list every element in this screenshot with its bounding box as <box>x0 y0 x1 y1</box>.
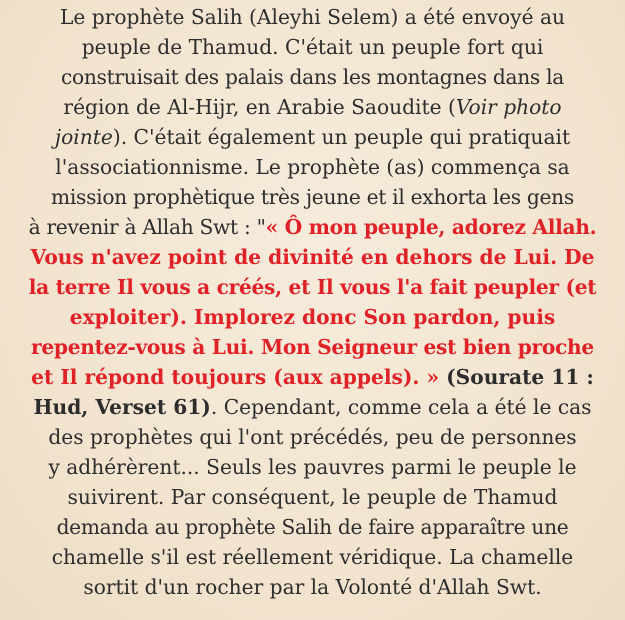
quran-quote: exploiter). Implorez donc Son pardon, puis <box>69 305 556 329</box>
verse-reference: (Sourate 11 : <box>439 365 594 389</box>
text-line: demanda au prophète Salih de faire apparaître une <box>56 515 569 539</box>
quran-quote: repentez-vous à Lui. Mon Seigneur est bien proche <box>31 335 594 359</box>
quran-quote: « Ô mon peuple, adorez Allah. <box>265 215 597 239</box>
text-line: à revenir à Allah Swt : "« Ô mon peuple, adorez Allah. <box>28 215 597 239</box>
verse-reference: Hud, Verset 61) <box>33 395 211 419</box>
text-line: y adhérèrent... Seuls les pauvres parmi le peuple le <box>48 455 577 479</box>
text-line <box>4 332 621 362</box>
text-line: l'associationnisme. Le prophète (as) commença sa <box>55 155 570 179</box>
text-line: peuple de Thamud. C'était un peuple fort qui <box>81 35 544 59</box>
text-line: des prophètes qui l'ont précédés, peu de personnes <box>48 425 577 449</box>
quran-quote: Vous n'avez point de divinité en dehors de Lui. De <box>30 245 595 269</box>
quran-quote: la terre Il vous a créés, et Il vous l'a fait peupler (et <box>28 275 597 299</box>
text-line: suivirent. Par conséquent, le peuple de Thamud <box>67 485 558 509</box>
text-line: Hud, Verset 61). Cependant, comme cela a été le cas <box>33 395 592 419</box>
text-line: région de Al-Hijr, en Arabie Saoudite (Voir photo <box>63 95 562 119</box>
quran-quote: et Il répond toujours (aux appels). » <box>31 365 440 389</box>
article-text <box>4 2 621 602</box>
text-line: mission prophètique très jeune et il exhorta les gens <box>51 185 574 209</box>
text-line <box>4 362 621 392</box>
text-line: Le prophète Salih (Aleyhi Selem) a été envoyé au <box>60 5 565 29</box>
text-line <box>4 302 621 332</box>
text-line: construisait des palais dans les montagnes dans la <box>61 65 564 89</box>
italic-note: jointe <box>54 125 113 149</box>
text-line: jointe). C'était également un peuple qui pratiquait <box>54 125 571 149</box>
text-line <box>4 242 621 272</box>
text-line: chamelle s'il est réellement véridique. La chamelle <box>51 545 574 569</box>
text-line <box>4 272 621 302</box>
text-line: sortit d'un rocher par la Volonté d'Allah Swt. <box>83 575 542 599</box>
italic-note: Voir photo <box>455 95 562 119</box>
